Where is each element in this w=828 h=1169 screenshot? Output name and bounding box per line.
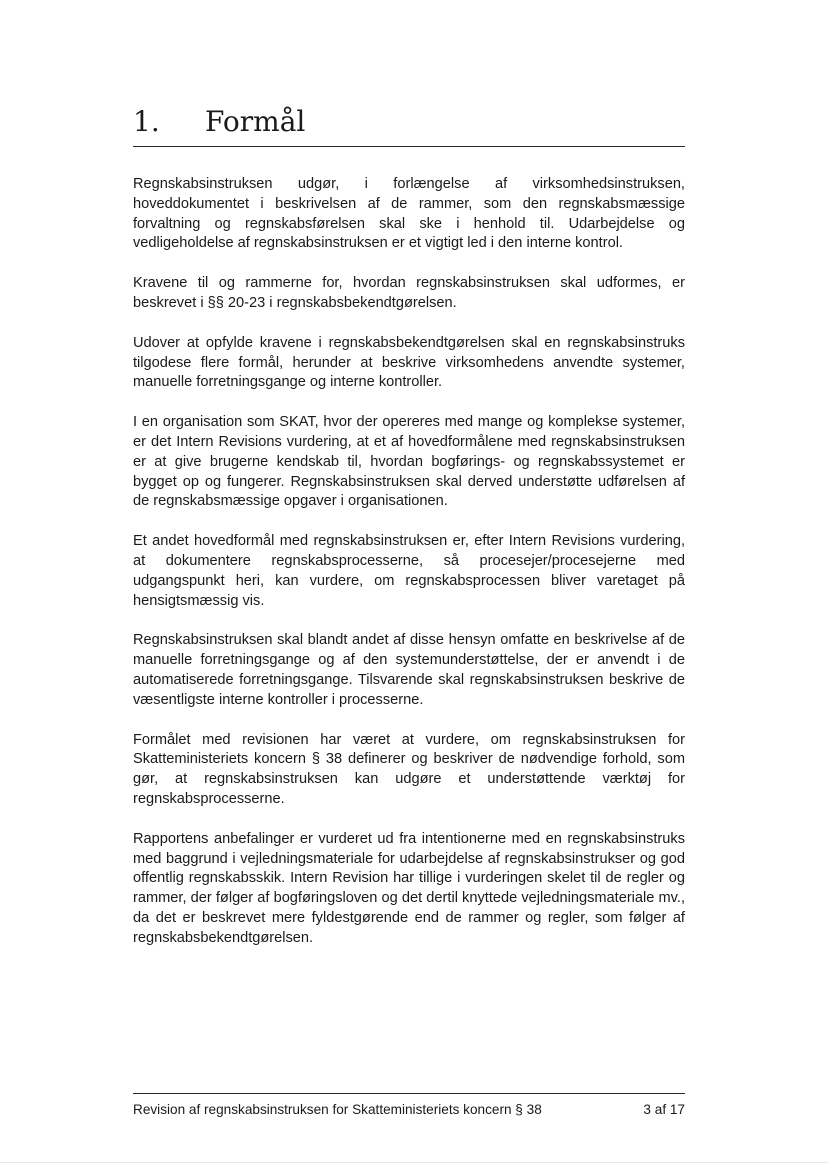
paragraph-5: Et andet hovedformål med regnskabsinstruksen er, efter Intern Revisions vurdering, at dokumentere regnskabsprocesserne, så procesejer/procesejerne med udgangspunkt heri, kan vurdere, om regnskabsprocessen bliver varetaget på hensigtsmæssig vis.: [133, 533, 685, 609]
paragraph-7: Formålet med revisionen har været at vurdere, om regnskabsinstruksen for Skatteministeriets koncern § 38 definerer og beskriver de nødvendige forhold, som gør, at regnskabsinstruksen kan udgøre et understøttende værktøj for regnskabsprocesserne.: [133, 731, 685, 807]
paragraph-3: Udover at opfylde kravene i regnskabsbekendtgørelsen skal en regnskabsinstruks tilgodese flere formål, herunder at beskrive virksomhedens anvendte systemer, manuelle forretningsgange og interne kontroller.: [133, 334, 685, 391]
footer-divider: [133, 1093, 685, 1094]
scan-edge-line: [0, 1162, 828, 1163]
footer-document-title: Revision af regnskabsinstruksen for Skatteministeriets koncern § 38: [133, 1102, 542, 1117]
page-footer: [133, 1101, 685, 1121]
footer-page-number: 3 af 17: [643, 1102, 685, 1117]
document-body: [133, 175, 685, 969]
section-title: Formål: [205, 105, 306, 138]
paragraph-8: Rapportens anbefalinger er vurderet ud fra intentionerne med en regnskabsinstruks med baggrund i vejledningsmateriale for udarbejdelse af regnskabsinstrukser og god offentlig regnskabsskik. Intern Revision har tillige i vurderingen skelet til de regler og rammer, der følger af bogføringsloven og det dertil knyttede vejledningsmateriale mv., da det er beskrevet mere fyldestgørende end de rammer og regler, som følger af regnskabsbekendtgørelsen.: [133, 830, 685, 946]
paragraph-2: Kravene til og rammerne for, hvordan regnskabsinstruksen skal udformes, er beskrevet i §§ 20-23 i regnskabsbekendtgørelsen.: [133, 275, 685, 311]
paragraph-1: Regnskabsinstruksen udgør, i forlængelse af virksomhedsinstruksen, hoveddokumentet i beskrivelsen af de rammer, som den regnskabsmæssige forvaltning og regnskabsførelsen skal ske i henhold til. Udarbejdelse og vedligeholdelse af regnskabsinstruksen er et vigtigt led i den interne kontrol.: [133, 176, 685, 252]
paragraph-4: I en organisation som SKAT, hvor der opereres med mange og komplekse systemer, er det Intern Revisions vurdering, at et af hovedformålene med regnskabsinstruksen er at give brugerne kendskab til, hvordan bogførings- og regnskabssystemet er bygget op og fungerer. Regnskabsinstruksen skal derved understøtte udførelsen af de regnskabsmæssige opgaver i organisationen.: [133, 414, 685, 510]
section-number: 1.: [133, 105, 160, 138]
paragraph-6: Regnskabsinstruksen skal blandt andet af disse hensyn omfatte en beskrivelse af de manuelle forretningsgange og af den systemunderstøttelse, der er anvendt i de automatiserede forretningsgange. Tilsvarende skal regnskabsinstruksen beskrive de væsentligste interne kontroller i processerne.: [133, 632, 685, 708]
section-heading: [133, 104, 685, 148]
heading-divider: [133, 146, 685, 147]
